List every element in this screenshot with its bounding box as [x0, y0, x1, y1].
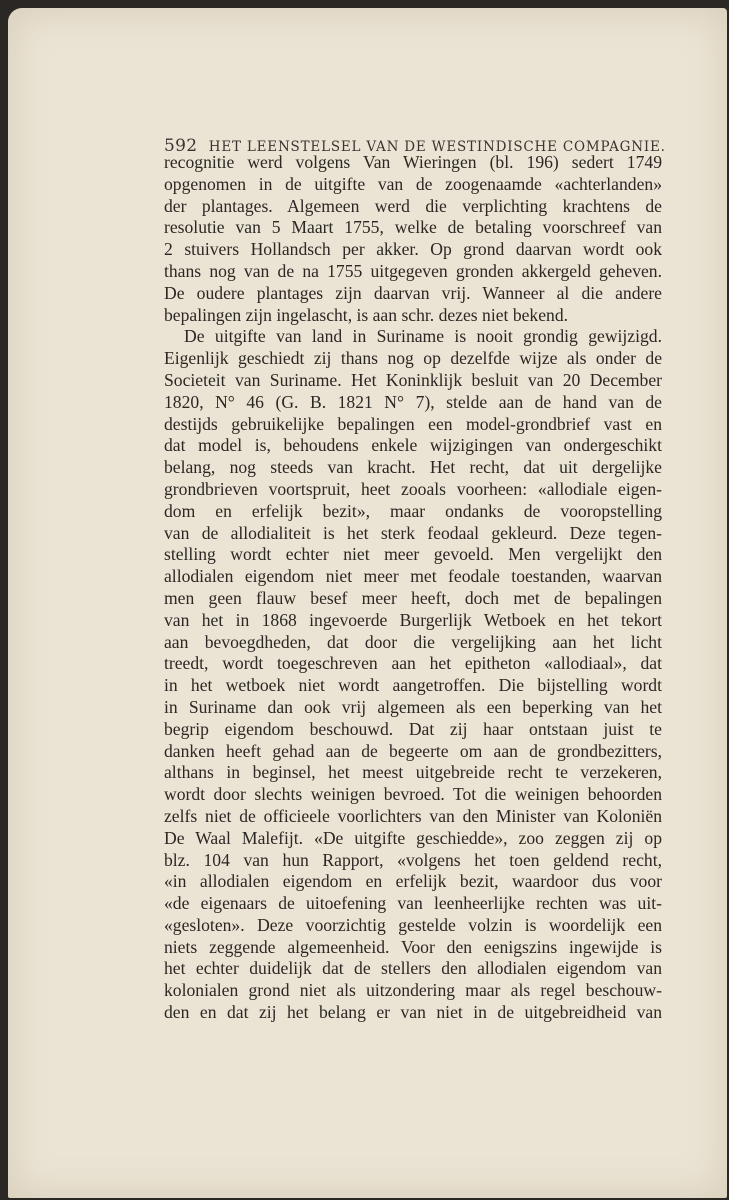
- text-line: De Waal Malefijt. «De uitgifte geschiedde», zoo zeggen zij op: [164, 827, 662, 848]
- text-line: aan bevoegdheden, dat door die vergelijking aan het licht: [164, 631, 662, 652]
- text-line: danken heeft gehad aan de begeerte om aan de grondbezitters,: [164, 740, 662, 761]
- text-line: dom en erfelijk bezit», maar ondanks de vooropstelling: [164, 500, 662, 521]
- text-line: in het wetboek niet wordt aangetroffen. Die bijstelling wordt: [164, 675, 662, 696]
- text-line: recognitie werd volgens Van Wieringen (bl. 196) sedert 1749: [164, 152, 662, 172]
- text-line: den en dat zij het belang er van niet in de uitgebreidheid van: [164, 1002, 662, 1023]
- body-text: [164, 152, 662, 1024]
- text-line: stelling wordt echter niet meer gevoeld. Men vergelijkt den: [164, 544, 662, 565]
- text-line: 2 stuivers Hollandsch per akker. Op grond daarvan wordt ook: [164, 239, 662, 260]
- text-line: kolonialen grond niet als uitzondering maar als regel beschouw-: [164, 980, 662, 1001]
- text-line: Societeit van Suriname. Het Koninklijk besluit van 20 December: [164, 369, 662, 390]
- text-line: Eigenlijk geschiedt zij thans nog op dezelfde wijze als onder de: [164, 348, 662, 369]
- text-line: resolutie van 5 Maart 1755, welke de betaling voorschreef van: [164, 217, 662, 238]
- running-title: HET LEENSTELSEL VAN DE WESTINDISCHE COMPAGNIE.: [208, 139, 666, 155]
- text-line: blz. 104 van hun Rapport, «volgens het toen geldend recht,: [164, 849, 662, 870]
- text-line: men geen flauw besef meer heeft, doch met de bepalingen: [164, 587, 662, 608]
- text-line: allodialen eigendom niet meer met feodale toestanden, waarvan: [164, 566, 662, 587]
- text-line: wordt door slechts weinigen bevroed. Tot die weinigen behoorden: [164, 784, 662, 805]
- text-line: althans in beginsel, het meest uitgebreide recht te verzekeren,: [164, 762, 662, 783]
- text-line: opgenomen in de uitgifte van de zoogenaamde «achterlanden»: [164, 173, 662, 194]
- paragraph-2: [164, 326, 662, 1024]
- text-line: thans nog van de na 1755 uitgegeven gronden akkergeld geheven.: [164, 260, 662, 281]
- text-line: begrip eigendom beschouwd. Dat zij haar ontstaan juist te: [164, 718, 662, 739]
- text-line: in Suriname dan ook vrij algemeen als een beperking van het: [164, 696, 662, 717]
- text-line: destijds gebruikelijke bepalingen een model-grondbrief vast en: [164, 413, 662, 434]
- text-line: grondbrieven voortspruit, heet zooals voorheen: «allodiale eigen-: [164, 478, 662, 499]
- text-line: dat model is, behoudens enkele wijzigingen van ondergeschikt: [164, 435, 662, 456]
- paragraph-1: [164, 152, 662, 326]
- text-line: treedt, wordt toegeschreven aan het epitheton «allodiaal», dat: [164, 653, 662, 674]
- text-line: belang, nog steeds van kracht. Het recht, dat uit dergelijke: [164, 457, 662, 478]
- text-line: «in allodialen eigendom en erfelijk bezit, waardoor dus voor: [164, 871, 662, 892]
- text-line: der plantages. Algemeen werd die verplichting krachtens de: [164, 195, 662, 216]
- text-line: De oudere plantages zijn daarvan vrij. Wanneer al die andere: [164, 282, 662, 303]
- text-line: 1820, N° 46 (G. B. 1821 N° 7), stelde aan de hand van de: [164, 391, 662, 412]
- text-line: zelfs niet de officieele voorlichters van den Minister van Koloniën: [164, 805, 662, 826]
- text-line: «gesloten». Deze voorzichtig gestelde volzin is woordelijk een: [164, 914, 662, 935]
- text-line: niets zeggende algemeenheid. Voor den eenigszins ingewijde is: [164, 936, 662, 957]
- text-line: van het in 1868 ingevoerde Burgerlijk Wetboek en het tekort: [164, 609, 662, 630]
- text-line: «de eigenaars de uitoefening van leenheerlijke rechten was uit-: [164, 893, 662, 914]
- text-line: van de allodialiteit is het sterk feodaal gekleurd. Deze tegen-: [164, 522, 662, 543]
- text-line: De uitgifte van land in Suriname is nooit grondig gewijzigd.: [184, 326, 662, 347]
- text-line: bepalingen zijn ingelascht, is aan schr. dezes niet bekend.: [164, 304, 569, 325]
- page-number: 592: [164, 136, 198, 156]
- text-line: het echter duidelijk dat de stellers den allodialen eigendom van: [164, 958, 662, 979]
